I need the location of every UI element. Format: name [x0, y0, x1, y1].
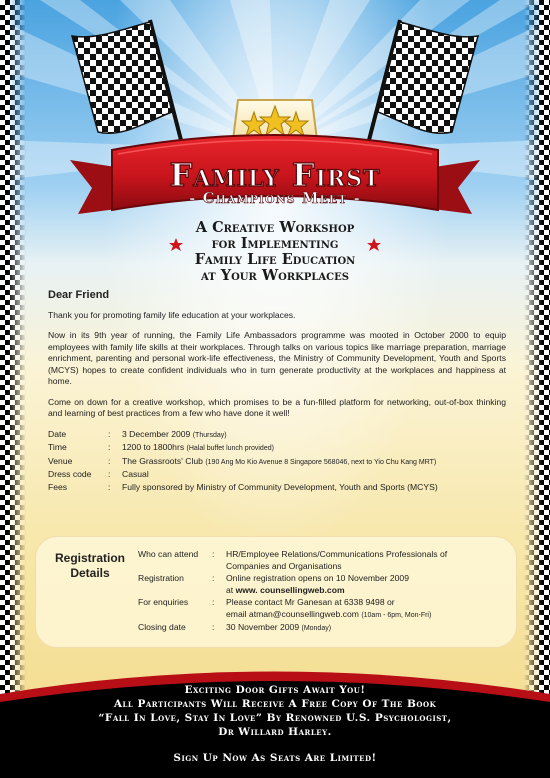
registration-panel [35, 536, 517, 648]
reg-label: Registration [138, 573, 184, 583]
reg-colon: : [212, 573, 215, 583]
registration-title-line: Registration [54, 551, 125, 565]
detail-label: Fees [48, 481, 68, 492]
detail-value [122, 429, 438, 443]
paragraph-programme: Now in its 9th year of running, the Family Life Ambassadors programme was mooted in October 2000 to equip employees with family life skills at their workplaces. Through talks on various topics like marriage preparation, marriage enrichment, parenting and personal work-life effectiveness, the Ministry of Community Development, Youth and Sports (MCYS) hopes to create confident individuals who in turn generate productivity at the workplaces and happiness at home. [48, 330, 506, 386]
footer-line: All Participants Will Receive A Free Copy Of The Book [113, 698, 437, 710]
title-main: Family First [169, 156, 381, 194]
reg-value-text: Please contact Mr Ganesan at 6338 9498 or [226, 597, 395, 607]
reg-email-line [226, 609, 486, 622]
event-details-table [48, 429, 438, 495]
footer-message [0, 683, 550, 765]
detail-label: Time [48, 442, 67, 452]
reg-row-enquiries [138, 597, 486, 622]
registration-title-line: Details [70, 566, 110, 580]
detail-colon: : [108, 481, 111, 492]
detail-value [122, 442, 438, 456]
detail-row-dress-code [48, 469, 438, 482]
reg-colon: : [212, 549, 215, 559]
reg-label: Closing date [138, 622, 186, 632]
detail-note: (Thursday) [192, 431, 227, 439]
reg-label: Who can attend [138, 549, 199, 559]
subtitle-line: for Implementing [211, 235, 339, 252]
workshop-subtitle [0, 220, 550, 284]
paragraph-intro: Thank you for promoting family life education at your workplaces. [48, 309, 296, 320]
letter-body [48, 290, 506, 494]
reg-row-closing [138, 622, 486, 636]
detail-value-text: Casual [122, 469, 149, 479]
reg-value: HR/Employee Relations/Communications Professionals of Companies and Organisations [226, 549, 448, 571]
footer-signup: Sign Up Now As Seats Are Limited! [173, 752, 377, 764]
detail-colon: : [108, 455, 111, 466]
detail-row-fees [48, 482, 438, 495]
detail-note: (190 Ang Mo Kio Avenue 8 Singapore 568046, next to Yio Chu Kang MRT) [205, 458, 437, 466]
title-sub: - Champions Meet - [189, 189, 361, 207]
reg-url-line [226, 585, 486, 597]
reg-url-prefix: at [226, 584, 236, 595]
reg-value-text: 30 November 2009 [226, 622, 300, 632]
reg-value-text: Online registration opens on 10 November 2009 [226, 573, 409, 583]
subtitle-line: at Your Workplaces [201, 267, 349, 284]
reg-row-who [138, 549, 486, 573]
reg-row-registration [138, 573, 486, 597]
detail-value-text: 3 December 2009 [122, 428, 191, 439]
footer-line: Dr Willard Harley. [218, 726, 332, 738]
reg-value [226, 622, 486, 636]
reg-note: (10am - 6pm, Mon-Fri) [361, 611, 432, 619]
detail-value-text: 1200 to 1800hrs [122, 442, 185, 452]
detail-value-text: Fully sponsored by Ministry of Community Development, Youth and Sports (MCYS) [122, 481, 438, 492]
detail-row-time [48, 442, 438, 456]
email-link[interactable]: email atman@counsellingweb.com [226, 608, 359, 619]
greeting: Dear Friend [48, 289, 110, 301]
footer-line: “Fall In Love, Stay In Love” By Renowned U.S. Psychologist, [98, 712, 452, 724]
detail-value [122, 469, 438, 482]
footer-line: Exciting Door Gifts Await You! [184, 684, 366, 696]
reg-value [226, 573, 486, 597]
detail-colon: : [108, 469, 111, 479]
registration-title [50, 551, 130, 581]
subtitle-line: Family Life Education [194, 251, 356, 268]
paragraph-invite: Come on down for a creative workshop, which promises to be a fun-filled platform for networking, out-of-box thinking and learning of best practices from a few who have done it well! [48, 396, 506, 418]
detail-value [122, 482, 438, 495]
registration-table [138, 549, 486, 636]
reg-colon: : [212, 622, 215, 632]
detail-label: Dress code [48, 469, 92, 479]
detail-colon: : [108, 442, 111, 452]
reg-colon: : [212, 597, 215, 607]
detail-label: Venue [48, 455, 73, 466]
detail-note: (Halal buffet lunch provided) [186, 445, 274, 452]
detail-colon: : [108, 428, 111, 439]
detail-row-date [48, 429, 438, 443]
subtitle-line: A Creative Workshop [195, 219, 355, 236]
website-link[interactable]: www. counsellingweb.com [235, 584, 345, 595]
detail-value [122, 456, 438, 470]
reg-label: For enquiries [138, 597, 189, 607]
detail-label: Date [48, 428, 67, 439]
detail-row-venue [48, 456, 438, 470]
reg-note: (Monday) [301, 625, 332, 632]
detail-value-text: The Grassroots' Club [122, 455, 203, 466]
reg-value [226, 597, 486, 622]
